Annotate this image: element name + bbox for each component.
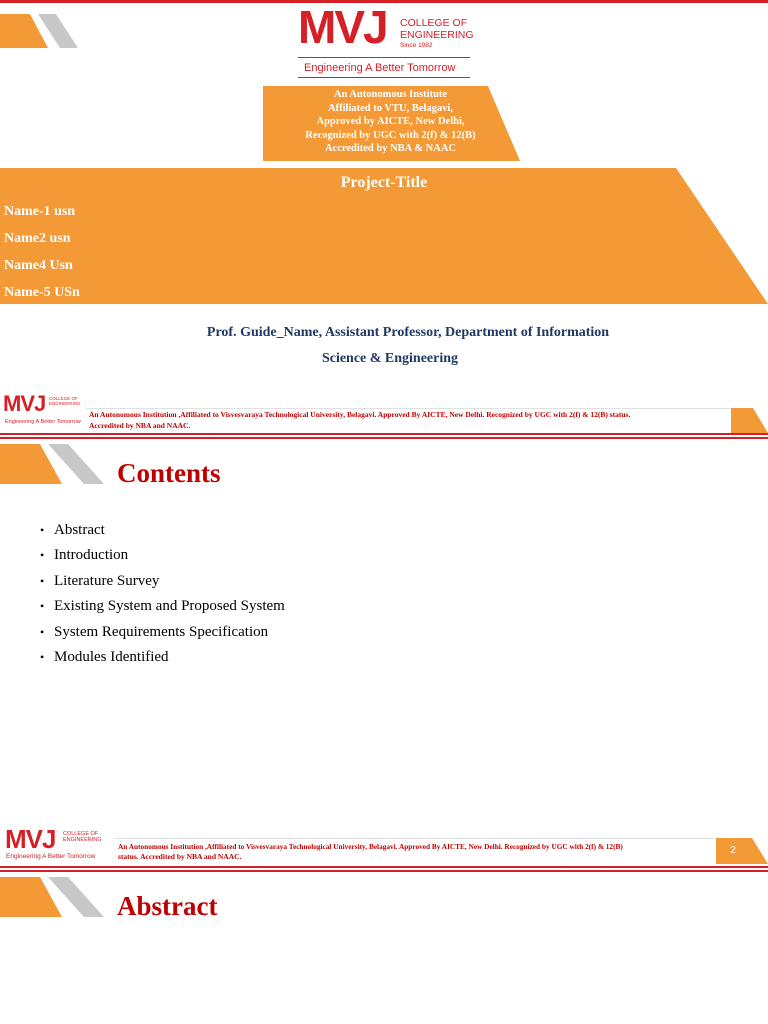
contents-item-label: Abstract (54, 522, 105, 538)
member-1: Name-1 usn (4, 204, 76, 219)
institute-line-2: Affiliated to VTU, Belagavi, (328, 102, 453, 114)
abstract-title: Abstract (117, 891, 218, 921)
contents-item-label: System Requirements Specification (54, 623, 269, 640)
footer-logo (3, 390, 83, 430)
member-2: Name2 usn (4, 231, 71, 246)
list-item: • Existing System and Proposed System (40, 598, 285, 615)
logo-engineering: ENGINEERING (400, 29, 474, 41)
institute-line-5: Accredited by NBA & NAAC (324, 143, 457, 154)
member-4: Name-5 USn (4, 285, 80, 300)
logo-since: Since 1982 (400, 42, 433, 49)
project-title: Project-Title (340, 174, 428, 191)
contents-footer-logo-mvj: MVJ (5, 824, 56, 854)
list-item: • System Requirements Specification (40, 623, 269, 640)
college-logo (298, 0, 472, 80)
contents-item-label: Modules Identified (54, 648, 169, 665)
institute-line-1: An Autonomous Institute (333, 89, 448, 100)
footer-logo-mvj: MVJ (3, 391, 46, 416)
contents-footer-rule (114, 838, 714, 839)
contents-footer-text-1: An Autonomous Institution ,Affiliated to Visvesvaraya Technological University, Belagavi. Approved By AICTE, New Delhi. Recognized by UGC with 2(f) & 12(B) (118, 842, 623, 851)
contents-corner-decoration (0, 444, 108, 484)
contents-title: Contents (117, 458, 221, 488)
footer-tab (731, 408, 768, 433)
slide-3-top-border (0, 870, 768, 872)
footer-text-2: Accredited by NBA and NAAC. (89, 421, 191, 430)
institute-info (263, 88, 518, 156)
slide-2-top-border (0, 437, 768, 439)
footer-text-1: An Autonomous Institution ,Affiliated to Visvesvaraya Technological University, Belagavi. Approved By AICTE, New Delhi. Recognized by UGC with 2(f) & 12(B) status. (89, 410, 631, 419)
contents-item-label: Introduction (54, 547, 129, 564)
slide-1-bottom-border (0, 433, 768, 435)
contents-footer-logo (5, 823, 113, 863)
guide-line-1: Prof. Guide_Name, Assistant Professor, Department of Information (206, 325, 610, 340)
footer-logo-tagline: Engineering A Better Tomorrow (5, 419, 81, 425)
contents-footer-logo-engineering: ENGINEERING (63, 837, 102, 843)
slide-2-bottom-border (0, 866, 768, 868)
logo-divider (298, 57, 470, 58)
contents-footer-logo-college-of: COLLEGE OF (63, 831, 99, 837)
contents-item-label: Literature Survey (54, 572, 160, 589)
abstract-corner-decoration (0, 877, 108, 917)
list-item: • Literature Survey (40, 572, 160, 589)
logo-divider-bottom (298, 77, 470, 78)
institute-line-4: Recognized by UGC with 2(f) & 12(B) (305, 129, 476, 141)
contents-footer-text-2: status. Accredited by NBA and NAAC. (118, 852, 242, 861)
logo-college-of: COLLEGE OF (400, 17, 468, 29)
footer-logo-college-of: COLLEGE OF (49, 396, 78, 401)
institute-line-3: Approved by AICTE, New Delhi, (316, 116, 465, 127)
logo-mvj-text: MVJ (298, 1, 387, 53)
logo-tagline: Engineering A Better Tomorrow (304, 62, 456, 74)
list-item: • Introduction (40, 547, 129, 564)
footer-rule (86, 408, 732, 409)
footer-logo-engineering: ENGINEERING (49, 401, 81, 406)
member-3: Name4 Usn (4, 258, 73, 273)
contents-item-label: Existing System and Proposed System (54, 598, 285, 615)
page-number: 2 (730, 845, 736, 856)
contents-footer-logo-tagline: Engineering A Better Tomorrow (6, 853, 96, 860)
list-item: • Abstract (40, 522, 105, 538)
corner-decoration (0, 10, 82, 52)
contents-list (40, 518, 285, 670)
list-item: • Modules Identified (40, 648, 169, 665)
guide-line-2: Science & Engineering (321, 351, 459, 366)
